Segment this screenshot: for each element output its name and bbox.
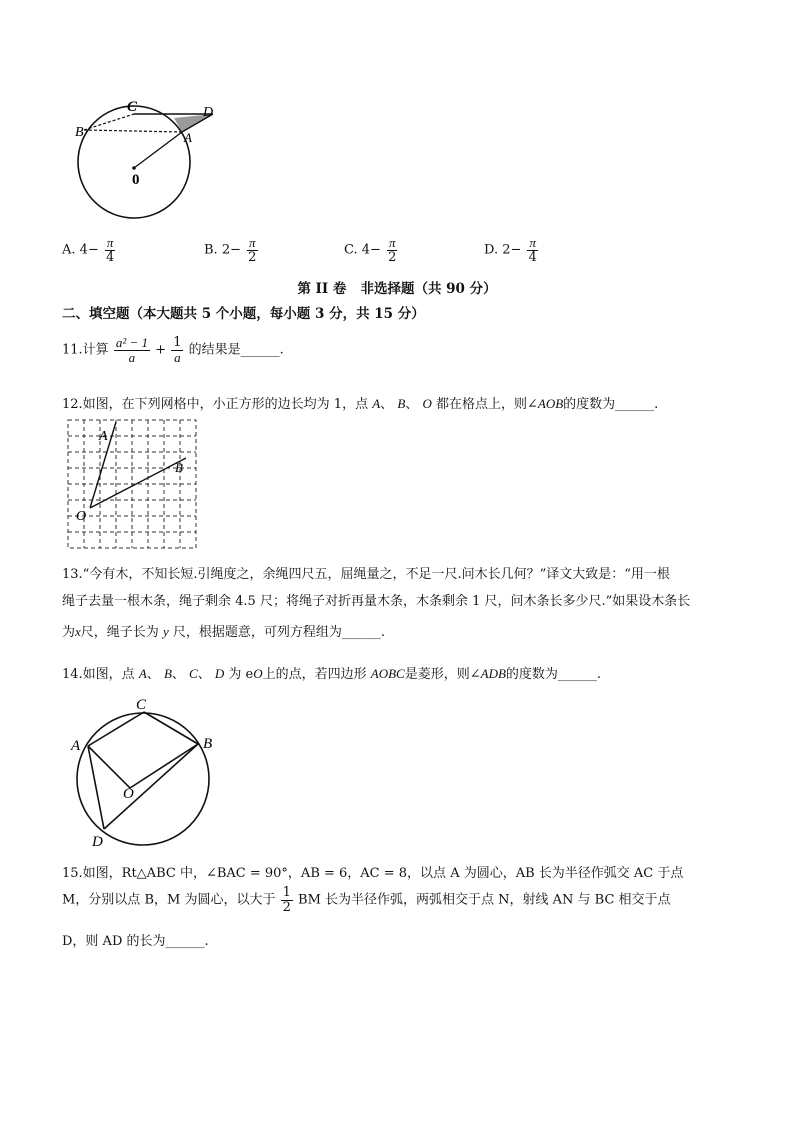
fraction-half: $\frac{1}{2}$: [282, 885, 291, 915]
label-o: 0: [132, 172, 140, 188]
question-15-line2: M，分别以点 B，M 为圆心，以大于 $\frac{1}{2}$ BM 长为半径作弧，两弧相交于点 N，射线 AN 与 BC 相交于点: [62, 885, 671, 915]
option-b: B. 2− $\frac{\pi}{2}$: [204, 235, 257, 265]
figure-q10-circle: [70, 96, 230, 224]
question-15-line1: 15.如图，Rt△ABC 中，∠BAC = 90°，AB = 6，AC = 8，以点 A 为圆心，AB 长为半径作弧交 AC 于点: [62, 866, 684, 881]
question-15-line3: D，则 AD 的长为______.: [62, 934, 209, 949]
label-o: O: [76, 509, 87, 524]
fraction: $\frac{\pi}{4}$: [106, 235, 115, 265]
label-b: B: [175, 460, 183, 475]
circle-outline: [78, 106, 190, 218]
label-a: A: [99, 429, 108, 444]
figure-q12-grid: [66, 418, 200, 552]
radius-oa: [134, 132, 182, 168]
option-letter: B.: [204, 242, 218, 258]
figure-q14-circle: [66, 694, 226, 854]
question-13-line3: 为x尺，绳子长为 y 尺，根据题意，可列方程组为______.: [62, 624, 386, 640]
label-a: A: [71, 738, 81, 754]
option-a: A. 4− $\frac{\pi}{4}$: [62, 235, 115, 265]
option-c: C. 4− $\frac{\pi}{2}$: [344, 235, 397, 265]
fraction: $\frac{\pi}{4}$: [528, 235, 537, 265]
option-letter: A.: [62, 242, 76, 258]
fraction-2: $\frac{1}{a}$: [173, 335, 182, 365]
label-a: A: [184, 130, 192, 145]
label-b: B: [203, 736, 213, 752]
chord-ba: [84, 130, 182, 132]
part2-heading: 二、填空题（本大题共 5 个小题，每小题 3 分，共 15 分）: [62, 306, 425, 322]
option-d: D. 2− $\frac{\pi}{4}$: [484, 235, 537, 265]
question-13-line2: 绳子去量一根木条，绳子剩余 4.5 尺；将绳子对折再量木条，木条剩余 1 尺，问木条长多少尺.”如果设木条长: [62, 594, 691, 609]
fraction-1: $\frac{\text{a² − 1}}{a}$: [115, 335, 148, 365]
label-c: C: [127, 99, 138, 115]
chord-bc: [84, 114, 134, 130]
label-d: D: [92, 834, 103, 850]
question-12: 12.如图，在下列网格中，小正方形的边长均为 1，点 A、 B、 O 都在格点上，则∠AOB的度数为______.: [62, 396, 659, 412]
label-d: D: [203, 105, 214, 120]
question-11: 11.计算 $\frac{\text{a² − 1}}{a}$ + $\frac{1}{a}$ 的结果是______.: [62, 335, 284, 365]
center-dot: [132, 166, 136, 170]
option-letter: D.: [484, 242, 499, 258]
question-14: 14.如图，点 A、 B、 C、 D 为 eO上的点，若四边形 AOBC是菱形，则∠ADB的度数为______.: [62, 666, 602, 682]
option-letter: C.: [344, 242, 358, 258]
fraction: $\frac{\pi}{2}$: [248, 235, 257, 265]
label-o: O: [123, 786, 134, 802]
label-b: B: [75, 125, 84, 140]
section2-title: 第 II 卷 非选择题（共 90 分）: [297, 281, 497, 297]
question-13-line1: 13.“今有木，不知长短.引绳度之，余绳四尺五，屈绳量之，不足一尺.问木长几何？”译文大致是：“用一根: [62, 567, 670, 582]
label-c: C: [136, 697, 147, 713]
fraction: $\frac{\pi}{2}$: [388, 235, 397, 265]
